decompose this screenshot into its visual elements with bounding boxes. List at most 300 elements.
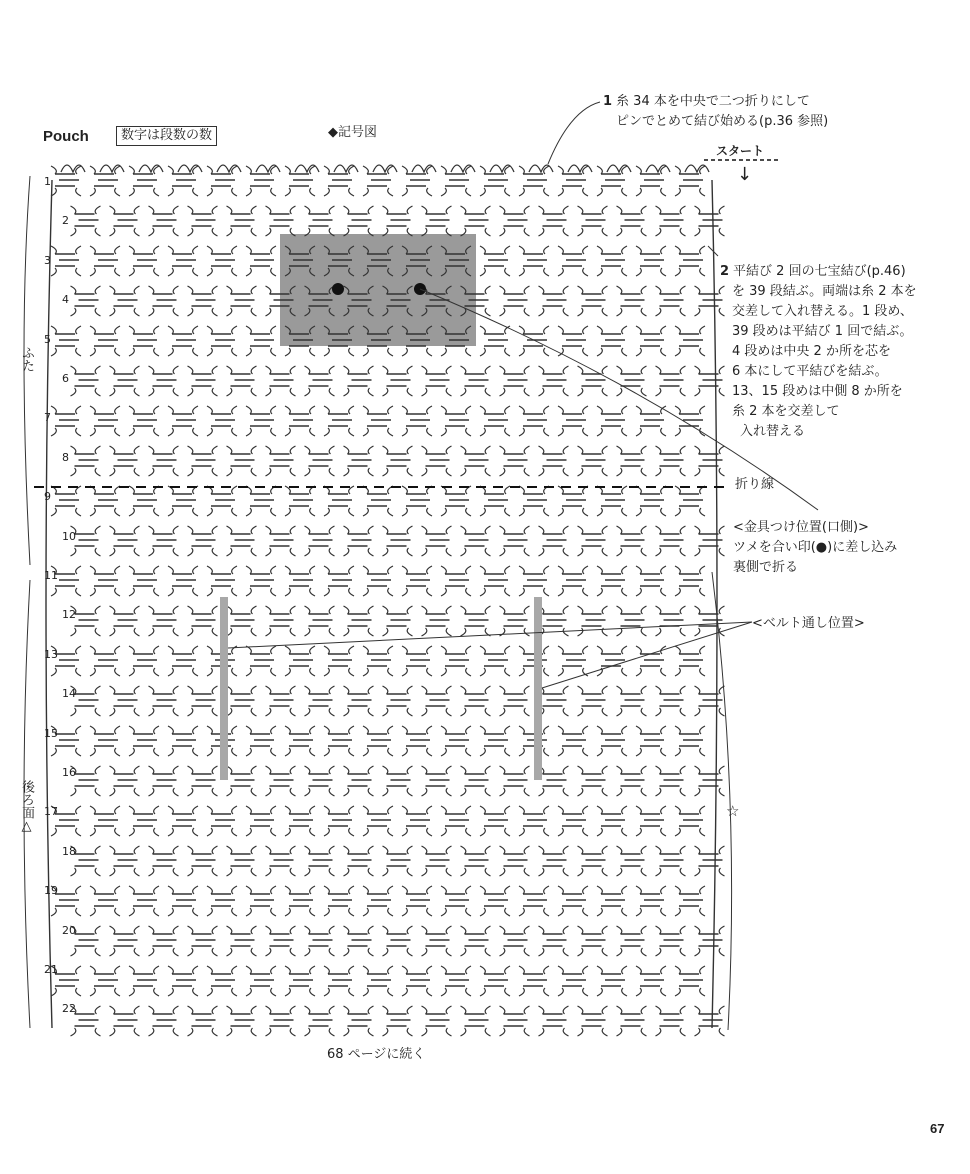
- square-knot-symbol: [110, 446, 140, 476]
- square-knot-symbol: [539, 846, 569, 876]
- square-knot-symbol: [656, 526, 686, 556]
- square-knot-symbol: [129, 246, 159, 276]
- square-knot-symbol: [266, 206, 296, 236]
- square-knot-symbol: [578, 206, 608, 236]
- square-knot-symbol: [519, 966, 549, 996]
- square-knot-symbol: [246, 166, 276, 196]
- square-knot-symbol: [227, 446, 257, 476]
- square-knot-symbol: [519, 166, 549, 196]
- square-knot-symbol: [110, 206, 140, 236]
- square-knot-symbol: [461, 766, 491, 796]
- square-knot-symbol: [402, 886, 432, 916]
- square-knot-symbol: [695, 206, 725, 236]
- square-knot-symbol: [344, 526, 374, 556]
- square-knot-symbol: [246, 406, 276, 436]
- square-knot-symbol: [168, 726, 198, 756]
- square-knot-symbol: [617, 766, 647, 796]
- square-knot-symbol: [441, 166, 471, 196]
- square-knot-symbol: [168, 246, 198, 276]
- square-knot-symbol: [519, 246, 549, 276]
- square-knot-symbol: [110, 1006, 140, 1036]
- square-knot-symbol: [246, 966, 276, 996]
- square-knot-symbol: [441, 486, 471, 516]
- square-knot-symbol: [363, 166, 393, 196]
- square-knot-symbol: [363, 806, 393, 836]
- square-knot-symbol: [188, 686, 218, 716]
- square-knot-symbol: [617, 686, 647, 716]
- square-knot-symbol: [246, 806, 276, 836]
- square-knot-symbol: [51, 326, 81, 356]
- square-knot-symbol: [129, 406, 159, 436]
- square-knot-symbol: [110, 846, 140, 876]
- clasp-line-2: ツメを合い印(●)に差し込み: [733, 540, 898, 555]
- square-knot-symbol: [383, 926, 413, 956]
- square-knot-symbol: [344, 1006, 374, 1036]
- square-knot-symbol: [363, 566, 393, 596]
- square-knot-symbol: [227, 686, 257, 716]
- square-knot-symbol: [188, 926, 218, 956]
- square-knot-symbol: [500, 286, 530, 316]
- square-knot-symbol: [422, 926, 452, 956]
- square-knot-symbol: [324, 886, 354, 916]
- square-knot-symbol: [558, 486, 588, 516]
- square-knot-symbol: [617, 366, 647, 396]
- square-knot-symbol: [246, 726, 276, 756]
- square-knot-symbol: [441, 406, 471, 436]
- square-knot-symbol: [207, 486, 237, 516]
- square-knot-symbol: [129, 326, 159, 356]
- square-knot-symbol: [519, 886, 549, 916]
- square-knot-symbol: [188, 286, 218, 316]
- square-knot-symbol: [363, 966, 393, 996]
- square-knot-symbol: [344, 686, 374, 716]
- square-knot-symbol: [90, 806, 120, 836]
- row-number: 13: [44, 647, 58, 661]
- square-knot-symbol: [656, 286, 686, 316]
- square-knot-symbol: [285, 566, 315, 596]
- page-number: 67: [930, 1121, 945, 1136]
- square-knot-symbol: [461, 446, 491, 476]
- square-knot-symbol: [149, 446, 179, 476]
- square-knot-symbol: [149, 926, 179, 956]
- square-knot-symbol: [363, 486, 393, 516]
- square-knot-symbol: [90, 566, 120, 596]
- square-knot-symbol: [695, 1006, 725, 1036]
- square-knot-symbol: [285, 886, 315, 916]
- square-knot-symbol: [305, 606, 335, 636]
- square-knot-symbol: [480, 806, 510, 836]
- row-number: 6: [62, 372, 69, 385]
- square-knot-symbol: [578, 766, 608, 796]
- square-knot-symbol: [636, 246, 666, 276]
- square-knot-symbol: [402, 166, 432, 196]
- start-loop: [451, 165, 475, 172]
- square-knot-symbol: [422, 846, 452, 876]
- square-knot-symbol: [675, 326, 705, 356]
- start-loop: [646, 165, 670, 172]
- square-knot-symbol: [285, 646, 315, 676]
- square-knot-symbol: [110, 766, 140, 796]
- note-2-line-2: を 39 段結ぶ。両端は糸 2 本を: [732, 284, 917, 299]
- square-knot-symbol: [246, 646, 276, 676]
- square-knot-symbol: [519, 486, 549, 516]
- square-knot-symbol: [402, 966, 432, 996]
- square-knot-symbol: [441, 806, 471, 836]
- square-knot-symbol: [344, 926, 374, 956]
- square-knot-symbol: [558, 406, 588, 436]
- square-knot-symbol: [149, 526, 179, 556]
- row-number: 20: [62, 923, 76, 937]
- square-knot-symbol: [617, 846, 647, 876]
- square-knot-symbol: [422, 366, 452, 396]
- square-knot-symbol: [305, 926, 335, 956]
- square-knot-symbol: [266, 606, 296, 636]
- row-number: 12: [62, 608, 76, 622]
- square-knot-symbol: [168, 886, 198, 916]
- square-knot-symbol: [246, 566, 276, 596]
- square-knot-symbol: [597, 486, 627, 516]
- square-knot-symbol: [656, 686, 686, 716]
- square-knot-symbol: [305, 526, 335, 556]
- row-number: 15: [44, 726, 58, 740]
- square-knot-symbol: [266, 446, 296, 476]
- start-loop: [529, 165, 553, 172]
- back-panel-label: 後ろ面△: [19, 780, 34, 834]
- square-knot-symbol: [285, 726, 315, 756]
- row-number: 8: [62, 450, 69, 464]
- square-knot-symbol: [324, 166, 354, 196]
- square-knot-symbol: [597, 886, 627, 916]
- square-knot-symbol: [539, 446, 569, 476]
- square-knot-symbol: [578, 366, 608, 396]
- square-knot-symbol: [207, 166, 237, 196]
- square-knot-symbol: [617, 446, 647, 476]
- square-knot-symbol: [402, 726, 432, 756]
- square-knot-symbol: [422, 686, 452, 716]
- square-knot-symbol: [51, 486, 81, 516]
- start-loop: [139, 165, 163, 172]
- square-knot-symbol: [695, 526, 725, 556]
- square-knot-symbol: [617, 1006, 647, 1036]
- square-knot-symbol: [675, 166, 705, 196]
- square-knot-symbol: [675, 486, 705, 516]
- square-knot-symbol: [461, 366, 491, 396]
- square-knot-symbol: [519, 406, 549, 436]
- square-knot-symbol: [656, 1006, 686, 1036]
- square-knot-symbol: [227, 926, 257, 956]
- square-knot-symbol: [500, 926, 530, 956]
- square-knot-symbol: [266, 366, 296, 396]
- square-knot-symbol: [383, 1006, 413, 1036]
- square-knot-symbol: [285, 486, 315, 516]
- square-knot-symbol: [539, 526, 569, 556]
- square-knot-symbol: [168, 966, 198, 996]
- square-knot-symbol: [675, 966, 705, 996]
- square-knot-symbol: [480, 406, 510, 436]
- square-knot-symbol: [402, 486, 432, 516]
- square-knot-symbol: [344, 606, 374, 636]
- square-knot-symbol: [578, 286, 608, 316]
- square-knot-symbol: [402, 566, 432, 596]
- square-knot-symbol: [207, 566, 237, 596]
- square-knot-symbol: [285, 806, 315, 836]
- square-knot-symbol: [71, 206, 101, 236]
- square-knot-symbol: [305, 846, 335, 876]
- square-knot-symbol: [90, 966, 120, 996]
- square-knot-symbol: [149, 366, 179, 396]
- square-knot-symbol: [110, 286, 140, 316]
- square-knot-symbol: [500, 526, 530, 556]
- square-knot-symbol: [500, 766, 530, 796]
- note-2-line-1: 平結び 2 回の七宝結び(p.46): [733, 264, 906, 279]
- square-knot-symbol: [363, 406, 393, 436]
- square-knot-symbol: [578, 606, 608, 636]
- start-loop: [412, 165, 436, 172]
- square-knot-symbol: [71, 366, 101, 396]
- square-knot-symbol: [519, 806, 549, 836]
- square-knot-symbol: [675, 566, 705, 596]
- square-knot-symbol: [227, 526, 257, 556]
- square-knot-symbol: [636, 966, 666, 996]
- square-knot-symbol: [383, 686, 413, 716]
- belt-loop-bar: [534, 597, 542, 780]
- square-knot-symbol: [617, 286, 647, 316]
- square-knot-symbol: [149, 206, 179, 236]
- square-knot-symbol: [363, 886, 393, 916]
- square-knot-symbol: [110, 526, 140, 556]
- row-number: 1: [44, 175, 51, 188]
- square-knot-symbol: [129, 646, 159, 676]
- square-knot-symbol: [71, 286, 101, 316]
- square-knot-symbol: [188, 206, 218, 236]
- square-knot-symbol: [480, 246, 510, 276]
- square-knot-symbol: [500, 446, 530, 476]
- note-2-line-8: 糸 2 本を交差して: [732, 404, 840, 419]
- square-knot-symbol: [188, 446, 218, 476]
- start-loop: [568, 165, 592, 172]
- square-knot-symbol: [344, 366, 374, 396]
- square-knot-symbol: [305, 446, 335, 476]
- square-knot-symbol: [558, 566, 588, 596]
- square-knot-symbol: [558, 326, 588, 356]
- note-1: [603, 92, 810, 112]
- square-knot-symbol: [227, 606, 257, 636]
- square-knot-symbol: [422, 526, 452, 556]
- square-knot-symbol: [480, 886, 510, 916]
- square-knot-symbol: [597, 646, 627, 676]
- square-knot-symbol: [188, 366, 218, 396]
- square-knot-symbol: [695, 686, 725, 716]
- square-knot-symbol: [675, 646, 705, 676]
- note-1-number: 1: [603, 94, 613, 109]
- square-knot-symbol: [110, 926, 140, 956]
- square-knot-symbol: [422, 446, 452, 476]
- square-knot-symbol: [90, 886, 120, 916]
- square-knot-symbol: [383, 446, 413, 476]
- square-knot-symbol: [129, 726, 159, 756]
- star-mark: ☆: [726, 802, 740, 820]
- square-knot-symbol: [539, 1006, 569, 1036]
- square-knot-symbol: [480, 486, 510, 516]
- square-knot-symbol: [71, 446, 101, 476]
- right-bracket: [712, 572, 732, 1030]
- square-knot-symbol: [558, 886, 588, 916]
- square-knot-symbol: [207, 886, 237, 916]
- square-knot-symbol: [227, 286, 257, 316]
- square-knot-symbol: [480, 326, 510, 356]
- square-knot-symbol: [129, 886, 159, 916]
- square-knot-symbol: [324, 486, 354, 516]
- square-knot-symbol: [324, 566, 354, 596]
- square-knot-symbol: [266, 686, 296, 716]
- square-knot-symbol: [656, 446, 686, 476]
- row-number: 9: [44, 490, 51, 504]
- square-knot-symbol: [695, 286, 725, 316]
- square-knot-symbol: [246, 886, 276, 916]
- fold-line-label: 折り線: [735, 477, 775, 492]
- square-knot-symbol: [402, 806, 432, 836]
- square-knot-symbol: [227, 766, 257, 796]
- square-knot-symbol: [597, 566, 627, 596]
- square-knot-symbol: [227, 1006, 257, 1036]
- square-knot-symbol: [558, 246, 588, 276]
- start-label: スタート: [716, 144, 765, 158]
- square-knot-symbol: [675, 886, 705, 916]
- square-knot-symbol: [441, 966, 471, 996]
- start-loop: [685, 165, 709, 172]
- square-knot-symbol: [110, 686, 140, 716]
- square-knot-symbol: [636, 566, 666, 596]
- square-knot-symbol: [695, 926, 725, 956]
- start-loop: [490, 165, 514, 172]
- start-loop: [334, 165, 358, 172]
- note-2-number: 2: [720, 264, 730, 279]
- square-knot-symbol: [617, 526, 647, 556]
- note-2-line-7: 13、15 段めは中側 8 か所を: [732, 384, 903, 399]
- square-knot-symbol: [656, 846, 686, 876]
- square-knot-symbol: [110, 606, 140, 636]
- square-knot-symbol: [149, 846, 179, 876]
- square-knot-symbol: [188, 526, 218, 556]
- square-knot-symbol: [266, 846, 296, 876]
- clasp-dot: [332, 283, 344, 295]
- square-knot-symbol: [305, 766, 335, 796]
- square-knot-symbol: [402, 646, 432, 676]
- square-knot-symbol: [461, 926, 491, 956]
- start-loop: [295, 165, 319, 172]
- note-2-line-9: 入れ替える: [740, 424, 806, 439]
- square-knot-symbol: [129, 486, 159, 516]
- square-knot-symbol: [500, 366, 530, 396]
- square-knot-symbol: [695, 846, 725, 876]
- square-knot-symbol: [285, 966, 315, 996]
- square-knot-symbol: [636, 726, 666, 756]
- square-knot-symbol: [558, 966, 588, 996]
- square-knot-symbol: [285, 166, 315, 196]
- start-loop: [217, 165, 241, 172]
- square-knot-symbol: [422, 766, 452, 796]
- square-knot-symbol: [149, 286, 179, 316]
- square-knot-symbol: [363, 646, 393, 676]
- square-knot-symbol: [480, 646, 510, 676]
- square-knot-symbol: [324, 726, 354, 756]
- square-knot-symbol: [246, 246, 276, 276]
- square-knot-symbol: [363, 726, 393, 756]
- square-knot-symbol: [636, 326, 666, 356]
- continued-note: 68 ページに続く: [327, 1047, 426, 1062]
- square-knot-symbol: [129, 566, 159, 596]
- square-knot-symbol: [695, 766, 725, 796]
- row-number: 7: [44, 411, 51, 425]
- square-knot-symbol: [597, 406, 627, 436]
- square-knot-symbol: [461, 846, 491, 876]
- square-knot-symbol: [129, 166, 159, 196]
- square-knot-symbol: [441, 566, 471, 596]
- square-knot-symbol: [461, 686, 491, 716]
- square-knot-symbol: [578, 846, 608, 876]
- square-knot-symbol: [266, 926, 296, 956]
- square-knot-symbol: [578, 926, 608, 956]
- row-number: 10: [62, 529, 76, 543]
- square-knot-symbol: [129, 806, 159, 836]
- square-knot-symbol: [461, 1006, 491, 1036]
- square-knot-symbol: [51, 166, 81, 196]
- square-knot-symbol: [441, 886, 471, 916]
- belt-loop-label: <ベルト通し位置>: [752, 616, 865, 631]
- square-knot-symbol: [558, 646, 588, 676]
- square-knot-symbol: [480, 566, 510, 596]
- square-knot-symbol: [578, 1006, 608, 1036]
- square-knot-symbol: [383, 366, 413, 396]
- square-knot-symbol: [207, 406, 237, 436]
- square-knot-symbol: [539, 206, 569, 236]
- square-knot-symbol: [558, 166, 588, 196]
- square-knot-symbol: [695, 366, 725, 396]
- square-knot-symbol: [207, 966, 237, 996]
- square-knot-symbol: [675, 726, 705, 756]
- square-knot-symbol: [597, 326, 627, 356]
- square-knot-symbol: [636, 806, 666, 836]
- square-knot-symbol: [539, 286, 569, 316]
- note-1-line-2: ピンでとめて結び始める(p.36 参照): [616, 114, 829, 129]
- square-knot-symbol: [636, 886, 666, 916]
- square-knot-symbol: [383, 606, 413, 636]
- square-knot-symbol: [207, 806, 237, 836]
- row-number: 21: [44, 963, 58, 976]
- square-knot-symbol: [344, 206, 374, 236]
- row-number: 16: [62, 766, 76, 779]
- row-number: 5: [44, 332, 51, 346]
- square-knot-symbol: [188, 1006, 218, 1036]
- square-knot-symbol: [636, 166, 666, 196]
- square-knot-symbol: [227, 846, 257, 876]
- square-knot-symbol: [168, 566, 198, 596]
- square-knot-symbol: [656, 926, 686, 956]
- square-knot-symbol: [168, 166, 198, 196]
- square-knot-symbol: [578, 686, 608, 716]
- square-knot-symbol: [324, 966, 354, 996]
- square-knot-symbol: [168, 486, 198, 516]
- square-knot-symbol: [305, 206, 335, 236]
- square-knot-symbol: [266, 526, 296, 556]
- right-edge-cord: [712, 180, 717, 1028]
- square-knot-symbol: [168, 406, 198, 436]
- square-knot-symbol: [539, 926, 569, 956]
- square-knot-symbol: [656, 206, 686, 236]
- square-knot-symbol: [383, 526, 413, 556]
- square-knot-symbol: [617, 606, 647, 636]
- square-knot-symbol: [617, 206, 647, 236]
